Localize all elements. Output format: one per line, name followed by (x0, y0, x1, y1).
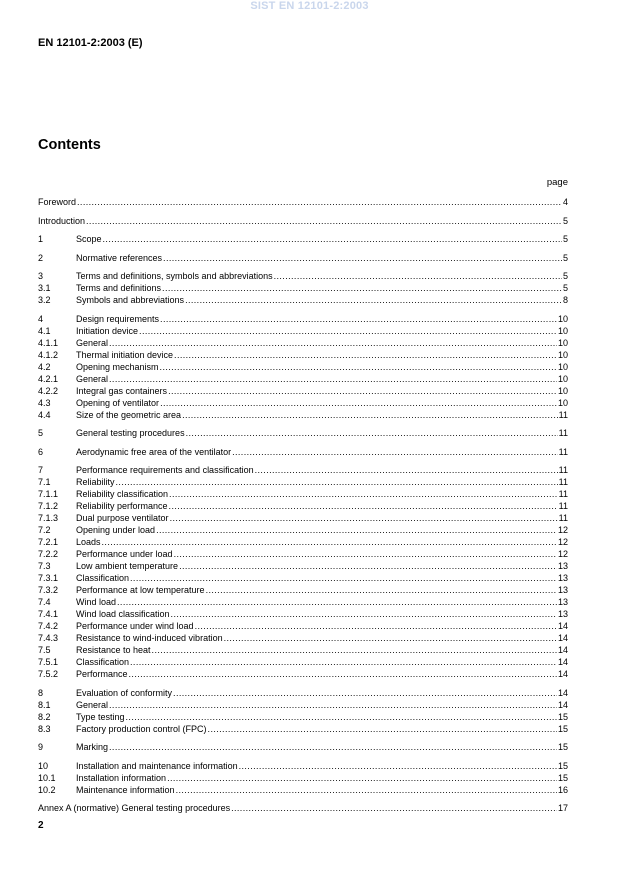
toc-entry[interactable] (38, 512, 568, 524)
toc-dot-leader (156, 524, 557, 536)
toc-dot-leader (174, 349, 557, 361)
toc-entry-page: 13 (557, 609, 568, 619)
toc-entry-label: Resistance to heat (76, 645, 151, 655)
toc-dot-leader (170, 512, 558, 524)
toc-entry-page: 11 (558, 501, 568, 511)
toc-entry-page: 11 (558, 409, 568, 420)
toc-entry[interactable] (38, 294, 568, 306)
toc-entry-number: 4.4 (38, 409, 51, 420)
toc-entry-number: 6 (38, 446, 44, 457)
toc-entry-page: 11 (558, 428, 568, 438)
toc-entry-page: 8 (562, 295, 568, 305)
toc-entry-number: 7.5 (38, 645, 51, 655)
toc-entry-label: Opening mechanism (76, 361, 159, 372)
toc-entry[interactable] (38, 270, 568, 282)
toc-entry-number: 3.2 (38, 295, 51, 305)
toc-entry[interactable] (38, 325, 568, 337)
toc-entry-number: 10.1 (38, 772, 56, 783)
toc-entry-label: Normative references (76, 252, 163, 263)
toc-entry-label: General (76, 337, 109, 348)
toc-entry[interactable] (38, 772, 568, 784)
toc-entry-number: 7.1.2 (38, 501, 59, 511)
toc-entry-label: General (76, 699, 109, 710)
toc-entry-page: 14 (557, 669, 568, 679)
toc-dot-leader (102, 536, 557, 548)
toc-entry[interactable] (38, 252, 568, 264)
toc-entry-number: 4 (38, 313, 44, 324)
toc-entry-number: 7.2.2 (38, 549, 59, 559)
toc-entry-number: 7.1 (38, 477, 51, 487)
toc-entry[interactable] (38, 741, 568, 753)
toc-dot-leader (182, 409, 558, 421)
toc-entry-label: Evaluation of conformity (76, 687, 173, 698)
toc-dot-leader (186, 427, 558, 439)
toc-entry-label: Terms and definitions (76, 283, 162, 293)
toc-entry-number: 8.2 (38, 711, 51, 722)
toc-entry-page: 11 (558, 513, 568, 523)
toc-entry-page: 12 (557, 525, 568, 535)
toc-entry-number: 9 (38, 742, 44, 752)
page-column-label: page (546, 177, 568, 188)
toc-entry-page: 5 (562, 234, 568, 244)
toc-entry-number: 7 (38, 465, 44, 475)
toc-entry[interactable] (38, 215, 568, 227)
toc-entry-label: Low ambient temperature (76, 561, 179, 571)
toc-entry[interactable] (38, 476, 568, 488)
toc-entry[interactable] (38, 687, 568, 699)
toc-entry[interactable] (38, 711, 568, 723)
toc-dot-leader (224, 632, 557, 644)
toc-dot-leader (163, 252, 562, 264)
toc-dot-leader (109, 373, 557, 385)
toc-dot-leader (239, 760, 557, 772)
toc-entry-label: Opening under load (76, 525, 156, 535)
toc-entry-number: 7.4.3 (38, 633, 59, 643)
toc-entry-page: 5 (562, 271, 568, 281)
toc-entry-page: 14 (557, 633, 568, 643)
toc-dot-leader (195, 620, 557, 632)
toc-entry-number: 4.1 (38, 325, 51, 336)
toc-entry-page: 5 (562, 283, 568, 293)
toc-entry[interactable] (38, 802, 568, 814)
toc-entry-number: 7.2 (38, 525, 51, 535)
toc-entry[interactable] (38, 596, 568, 608)
toc-entry-page: 15 (557, 742, 568, 752)
toc-entry-label: Wind load classification (76, 609, 170, 619)
toc-entry-number: 4.2.1 (38, 373, 59, 384)
page-title: Contents (38, 137, 101, 153)
toc-entry-label: Installation and maintenance information (76, 760, 238, 771)
toc-entry-number: 7.3.1 (38, 573, 59, 583)
toc-dot-leader (152, 644, 557, 656)
toc-entry-label: Classification (76, 573, 130, 583)
toc-entry[interactable] (38, 760, 568, 772)
toc-entry[interactable] (38, 632, 568, 644)
toc-entry[interactable] (38, 608, 568, 620)
toc-dot-leader (116, 476, 558, 488)
toc-entry-page: 10 (557, 313, 568, 324)
toc-entry-label: Performance (76, 669, 128, 679)
toc-entry[interactable] (38, 349, 568, 361)
toc-entry-page: 11 (558, 477, 568, 487)
toc-entry-page: 5 (562, 252, 568, 263)
toc-entry-page: 14 (557, 687, 568, 698)
toc-entry-label: Performance at low temperature (76, 585, 205, 595)
toc-dot-leader (86, 215, 562, 227)
toc-entry-number: 7.1.1 (38, 489, 59, 499)
toc-entry-label: Reliability classification (76, 489, 169, 499)
toc-entry-page: 15 (557, 760, 568, 771)
toc-dot-leader (126, 711, 557, 723)
toc-entry-label: Maintenance information (76, 784, 175, 795)
toc-dot-leader (208, 723, 557, 735)
toc-entry[interactable] (38, 524, 568, 536)
toc-dot-leader (160, 397, 557, 409)
toc-entry-label: Wind load (76, 597, 117, 607)
toc-entry[interactable] (38, 572, 568, 584)
toc-entry-number: 8 (38, 687, 44, 698)
toc-entry[interactable] (38, 427, 568, 439)
toc-entry-label: Performance under load (76, 549, 173, 559)
toc-entry-page: 10 (557, 373, 568, 384)
toc-entry-number: 7.3.2 (38, 585, 59, 595)
toc-dot-leader (167, 772, 557, 784)
toc-entry[interactable] (38, 620, 568, 632)
toc-entry-page: 13 (557, 585, 568, 595)
toc-entry[interactable] (38, 723, 568, 735)
toc-entry-number: 4.2.2 (38, 385, 59, 396)
toc-entry-page: 13 (557, 561, 568, 571)
toc-entry-page: 12 (557, 549, 568, 559)
toc-entry-label: Opening of ventilator (76, 397, 160, 408)
toc-entry-number: 7.4.1 (38, 609, 59, 619)
toc-entry-label: Terms and definitions, symbols and abbreviations (76, 271, 273, 281)
toc-entry-page: 15 (557, 711, 568, 722)
toc-dot-leader (109, 337, 557, 349)
toc-entry-page: 14 (557, 657, 568, 667)
toc-entry-number: 10.2 (38, 784, 56, 795)
toc-entry-number: 7.4 (38, 597, 51, 607)
toc-entry-label: Symbols and abbreviations (76, 295, 185, 305)
toc-entry-page: 15 (557, 772, 568, 783)
toc-entry-label: Initiation device (76, 325, 139, 336)
toc-dot-leader (103, 233, 562, 245)
toc-entry-page: 10 (557, 325, 568, 336)
toc-entry-page: 13 (557, 597, 568, 607)
toc-entry[interactable] (38, 446, 568, 458)
toc-entry[interactable] (38, 397, 568, 409)
toc-entry-page: 11 (558, 465, 568, 475)
toc-entry[interactable] (38, 313, 568, 325)
toc-entry-page: 16 (557, 784, 568, 795)
toc-entry-label: Annex A (normative) General testing procedures (38, 803, 231, 813)
toc-entry[interactable] (38, 361, 568, 373)
toc-entry-page: 14 (557, 621, 568, 631)
toc-dot-leader (160, 361, 557, 373)
toc-entry[interactable] (38, 385, 568, 397)
toc-entry-label: Scope (76, 234, 102, 244)
page-number: 2 (38, 820, 44, 831)
toc-entry-number: 8.3 (38, 723, 51, 734)
toc-dot-leader (117, 596, 557, 608)
toc-entry-label: Aerodynamic free area of the ventilator (76, 446, 232, 457)
toc-entry-label: Installation information (76, 772, 167, 783)
toc-dot-leader (176, 784, 557, 796)
toc-entry-page: 11 (558, 489, 568, 499)
toc-dot-leader (171, 608, 557, 620)
toc-dot-leader (109, 741, 557, 753)
toc-entry-number: 8.1 (38, 699, 51, 710)
toc-entry-label: Loads (76, 537, 101, 547)
toc-entry-number: 4.1.2 (38, 349, 59, 360)
toc-entry-number: 7.1.3 (38, 513, 59, 523)
toc-dot-leader (231, 802, 557, 814)
toc-dot-leader (169, 500, 558, 512)
toc-entry-number: 4.2 (38, 361, 51, 372)
toc-entry-label: Foreword (38, 197, 77, 207)
toc-entry[interactable] (38, 337, 568, 349)
toc-entry-label: Marking (76, 742, 109, 752)
toc-entry-label: General testing procedures (76, 428, 185, 438)
toc-entry-page: 10 (557, 361, 568, 372)
toc-entry-number: 7.5.1 (38, 657, 59, 667)
toc-dot-leader (109, 699, 557, 711)
toc-dot-leader (129, 668, 557, 680)
toc-entry-page: 14 (557, 645, 568, 655)
toc-entry-label: Resistance to wind-induced vibration (76, 633, 223, 643)
toc-dot-leader (162, 282, 562, 294)
watermark: SIST EN 12101-2:2003 (250, 0, 369, 12)
toc-dot-leader (168, 385, 557, 397)
toc-entry-page: 10 (557, 385, 568, 396)
toc-entry-number: 5 (38, 428, 44, 438)
toc-entry-number: 3 (38, 271, 44, 281)
toc-entry[interactable] (38, 784, 568, 796)
toc-dot-leader (169, 488, 558, 500)
toc-entry-label: Performance under wind load (76, 621, 194, 631)
toc-entry[interactable] (38, 409, 568, 421)
toc-entry-number: 2 (38, 252, 44, 263)
toc-entry-page: 13 (557, 573, 568, 583)
toc-dot-leader (174, 548, 557, 560)
toc-dot-leader (185, 294, 562, 306)
toc-entry[interactable] (38, 560, 568, 572)
toc-dot-leader (179, 560, 557, 572)
toc-entry[interactable] (38, 548, 568, 560)
toc-entry-page: 12 (557, 537, 568, 547)
toc-entry[interactable] (38, 373, 568, 385)
toc-entry-page: 5 (562, 215, 568, 226)
toc-entry[interactable] (38, 656, 568, 668)
toc-entry[interactable] (38, 584, 568, 596)
toc-entry-number: 7.4.2 (38, 621, 59, 631)
toc-entry[interactable] (38, 464, 568, 476)
toc-entry[interactable] (38, 644, 568, 656)
toc-entry-label: General (76, 373, 109, 384)
toc-entry-label: Thermal initiation device (76, 349, 174, 360)
toc-entry-label: Type testing (76, 711, 125, 722)
toc-entry-number: 4.3 (38, 397, 51, 408)
toc-entry-page: 17 (557, 803, 568, 813)
toc-dot-leader (255, 464, 558, 476)
toc-entry-label: Integral gas containers (76, 385, 168, 396)
table-of-contents (38, 196, 568, 814)
toc-entry-page: 4 (562, 197, 568, 207)
toc-entry-page: 14 (557, 699, 568, 710)
toc-entry-number: 1 (38, 234, 44, 244)
toc-entry-label: Size of the geometric area (76, 409, 182, 420)
toc-dot-leader (160, 313, 557, 325)
toc-entry[interactable] (38, 500, 568, 512)
toc-entry-number: 7.5.2 (38, 669, 59, 679)
toc-entry-label: Reliability performance (76, 501, 168, 511)
document-id-header: EN 12101-2:2003 (E) (38, 37, 143, 49)
toc-entry-label: Reliability (76, 477, 115, 487)
toc-entry-label: Performance requirements and classification (76, 465, 254, 475)
toc-entry[interactable] (38, 196, 568, 208)
toc-dot-leader (274, 270, 562, 282)
toc-entry-label: Factory production control (FPC) (76, 723, 207, 734)
toc-dot-leader (130, 572, 557, 584)
toc-entry-page: 10 (557, 337, 568, 348)
toc-dot-leader (173, 687, 557, 699)
toc-entry[interactable] (38, 233, 568, 245)
toc-dot-leader (232, 446, 558, 458)
toc-entry-number: 7.2.1 (38, 537, 59, 547)
toc-entry-number: 7.3 (38, 561, 51, 571)
toc-entry[interactable] (38, 536, 568, 548)
toc-entry-page: 15 (557, 723, 568, 734)
toc-entry-number: 10 (38, 760, 49, 771)
toc-dot-leader (77, 196, 562, 208)
toc-entry[interactable] (38, 699, 568, 711)
toc-dot-leader (206, 584, 557, 596)
toc-entry[interactable] (38, 488, 568, 500)
toc-entry-page: 11 (558, 446, 568, 457)
toc-entry-number: 3.1 (38, 283, 51, 293)
toc-entry[interactable] (38, 282, 568, 294)
toc-entry-label: Dual purpose ventilator (76, 513, 169, 523)
toc-entry-page: 10 (557, 397, 568, 408)
toc-entry-label: Design requirements (76, 313, 160, 324)
toc-entry-page: 10 (557, 349, 568, 360)
toc-entry-label: Introduction (38, 215, 86, 226)
toc-entry[interactable] (38, 668, 568, 680)
toc-entry-label: Classification (76, 657, 130, 667)
toc-dot-leader (130, 656, 557, 668)
toc-dot-leader (139, 325, 557, 337)
toc-entry-number: 4.1.1 (38, 337, 59, 348)
